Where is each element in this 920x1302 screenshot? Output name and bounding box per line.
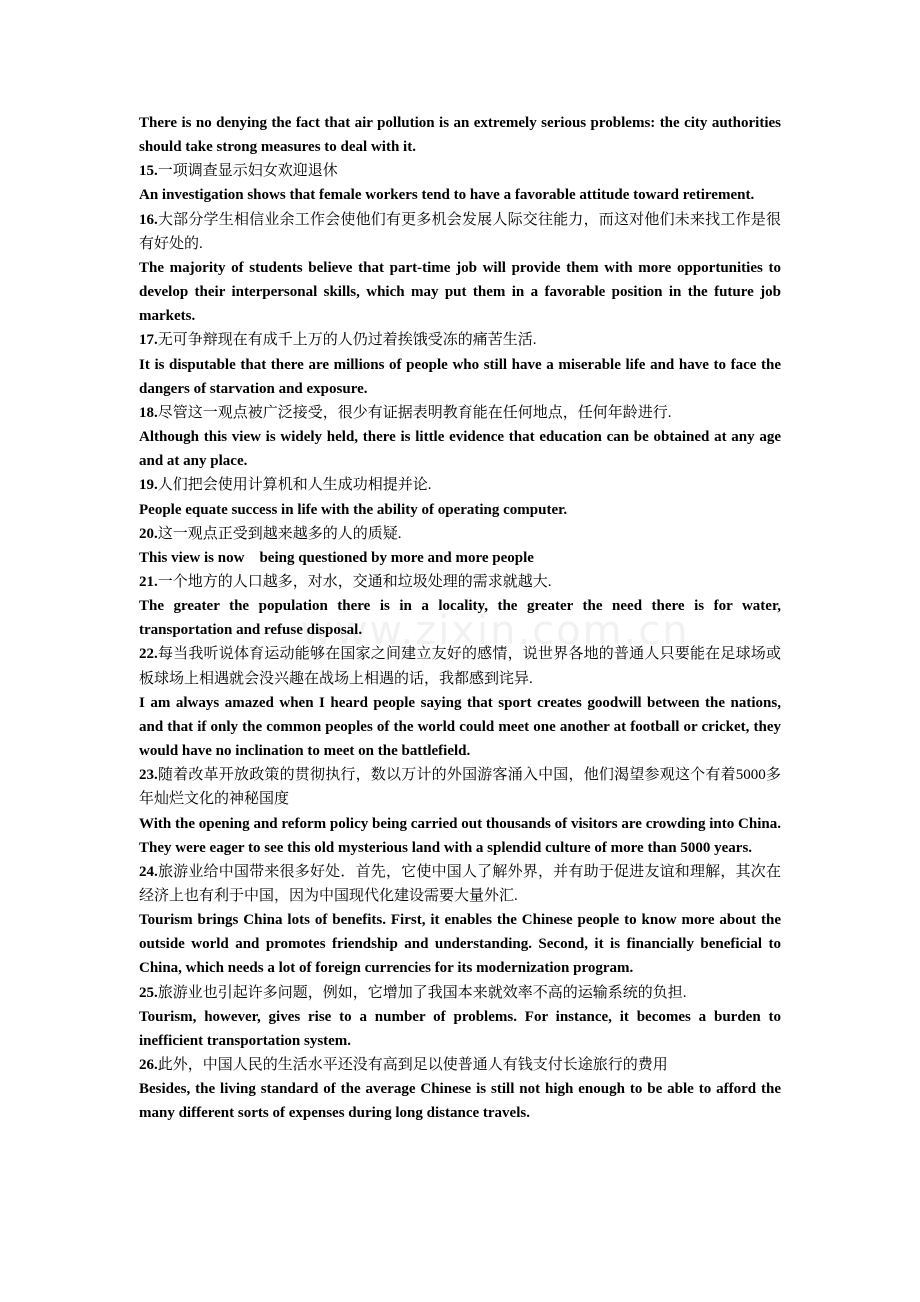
- item-number: 23.: [139, 767, 158, 784]
- english-sentence-21: The greater the population there is in a locality, the greater the need there is for water, transportation and refuse disposal.: [139, 598, 781, 639]
- item-number: 17.: [139, 332, 158, 349]
- item-number: 24.: [139, 863, 158, 880]
- item-number: 26.: [139, 1057, 158, 1074]
- english-sentence-25: Tourism, however, gives rise to a number of problems. For instance, it becomes a burden to inefficient transportation system.: [139, 1008, 781, 1049]
- chinese-text: 尽管这一观点被广泛接受，很少有证据表明教育能在任何地点，任何年龄进行.: [157, 404, 672, 421]
- item-number: 16.: [139, 211, 158, 228]
- chinese-text: 一项调查显示妇女欢迎退休: [157, 163, 338, 180]
- chinese-sentence-22: [139, 642, 781, 690]
- english-sentence-17: It is disputable that there are millions of people who still have a miserable life and have to face the dangers of starvation and exposure.: [139, 356, 781, 397]
- chinese-text: 旅游业给中国带来很多好处．首先，它使中国人了解外界，并有助于促进友谊和理解，其次在经济上也有利于中国，因为中国现代化建设需要大量外汇.: [139, 863, 781, 904]
- chinese-text: 这一观点正受到越来越多的人的质疑.: [157, 525, 402, 542]
- english-sentence-16: The majority of students believe that part-time job will provide them with more opportunities to develop their interpersonal skills, which may put them in a favorable position in the future job markets.: [139, 259, 781, 325]
- item-number: 22.: [139, 646, 158, 663]
- chinese-sentence-21: [139, 570, 781, 594]
- chinese-text: 旅游业也引起许多问题，例如，它增加了我国本来就效率不高的运输系统的负担.: [157, 984, 687, 1001]
- chinese-sentence-17: [139, 328, 781, 352]
- english-sentence-24: Tourism brings China lots of benefits. First, it enables the Chinese people to know more about the outside world and promotes friendship and understanding. Second, it is financially beneficial to China, which needs a lot of foreign currencies for its modernization program.: [139, 912, 781, 977]
- item-number: 18.: [139, 404, 158, 421]
- english-sentence-intro: There is no denying the fact that air pollution is an extremely serious problems: the city authorities should take strong measures to deal with it.: [139, 115, 781, 156]
- chinese-text: 人们把会使用计算机和人生成功相提并论.: [157, 477, 432, 494]
- english-sentence-15: An investigation shows that female workers tend to have a favorable attitude toward retirement.: [139, 187, 755, 204]
- chinese-sentence-25: [139, 981, 781, 1005]
- chinese-text: 无可争辩现在有成千上万的人仍过着挨饿受冻的痛苦生活.: [157, 332, 537, 349]
- english-sentence-23: With the opening and reform policy being carried out thousands of visitors are crowding into China. They were eager to see this old mysterious land with a splendid culture of more than 5000 years.: [139, 815, 781, 856]
- item-number: 21.: [139, 573, 158, 590]
- chinese-sentence-24: [139, 860, 781, 908]
- document-body: [139, 111, 781, 1126]
- chinese-sentence-26: [139, 1053, 781, 1077]
- english-sentence-19: People equate success in life with the ability of operating computer.: [139, 501, 568, 518]
- chinese-text: 一个地方的人口越多，对水，交通和垃圾处理的需求就越大.: [157, 573, 552, 590]
- english-sentence-18: Although this view is widely held, there is little evidence that education can be obtained at any age and at any place.: [139, 429, 781, 470]
- item-number: 19.: [139, 477, 158, 494]
- chinese-text: 随着改革开放政策的贯彻执行，数以万计的外国游客涌入中国，他们渴望参观这个有着5000多年灿烂文化的神秘国度: [139, 767, 781, 808]
- chinese-sentence-15: [139, 159, 781, 183]
- chinese-text: 大部分学生相信业余工作会使他们有更多机会发展人际交往能力，而这对他们未来找工作是很有好处的.: [139, 211, 781, 252]
- english-sentence-22: I am always amazed when I heard people saying that sport creates goodwill between the nations, and that if only the common peoples of the world could meet one another at football or cricket, they would have no inclination to meet on the battlefield.: [139, 694, 781, 760]
- chinese-sentence-19: [139, 473, 781, 497]
- chinese-sentence-16: [139, 208, 781, 256]
- chinese-sentence-23: [139, 763, 781, 811]
- chinese-sentence-18: [139, 401, 781, 425]
- chinese-sentence-20: [139, 522, 781, 546]
- item-number: 25.: [139, 984, 158, 1001]
- watermark-text: www.zixin.com.cn: [300, 608, 690, 654]
- english-sentence-20: This view is now being questioned by more and more people: [139, 549, 534, 566]
- item-number: 15.: [139, 163, 158, 180]
- chinese-text: 此外，中国人民的生活水平还没有高到足以使普通人有钱支付长途旅行的费用: [157, 1057, 668, 1074]
- chinese-text: 每当我听说体育运动能够在国家之间建立友好的感情，说世界各地的普通人只要能在足球场或板球场上相遇就会没兴趣在战场上相遇的话，我都感到诧异.: [139, 646, 781, 687]
- item-number: 20.: [139, 525, 158, 542]
- english-sentence-26: Besides, the living standard of the average Chinese is still not high enough to be able to afford the many different sorts of expenses during long distance travels.: [139, 1081, 781, 1122]
